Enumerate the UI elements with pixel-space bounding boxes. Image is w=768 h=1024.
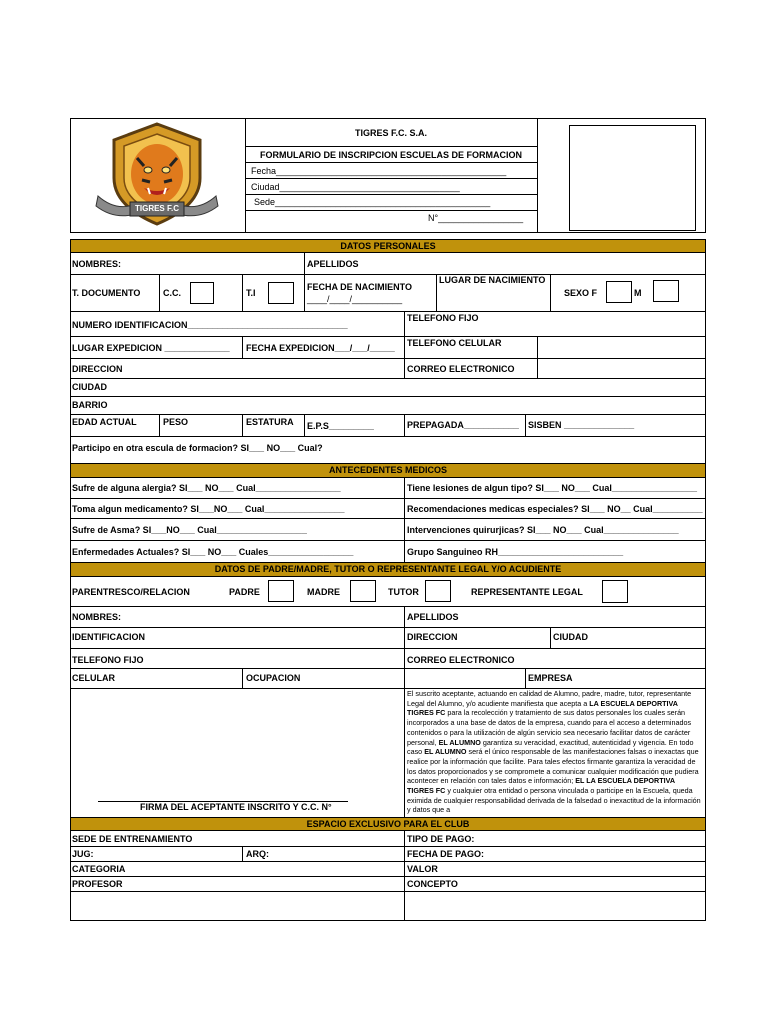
fecha-field[interactable]: Fecha______________________________________________ bbox=[251, 166, 507, 176]
representante-checkbox[interactable] bbox=[602, 580, 628, 603]
label-jug: JUG: bbox=[72, 849, 94, 859]
section-datos-personales: DATOS PERSONALES bbox=[70, 239, 706, 253]
label-t-documento: T. DOCUMENTO bbox=[72, 288, 141, 298]
label-representante: REPRESENTANTE LEGAL bbox=[471, 587, 583, 597]
recomendaciones-field[interactable]: Recomendaciones medicas especiales? SI___ NO__ Cual__________ bbox=[407, 504, 703, 514]
label-parent-correo: CORREO ELECTRONICO bbox=[407, 655, 515, 665]
firma-label: FIRMA DEL ACEPTANTE INSCRITO Y C.C. N° bbox=[140, 802, 332, 812]
label-parentesco: PARENTRESCO/RELACION bbox=[72, 587, 190, 597]
label-parent-ciudad: CIUDAD bbox=[553, 632, 588, 642]
section-club: ESPACIO EXCLUSIVO PARA EL CLUB bbox=[70, 817, 706, 831]
eps-field[interactable]: E.P.S_________ bbox=[307, 421, 374, 431]
alergia-field[interactable]: Sufre de alguna alergia? SI___ NO___ Cual_________________ bbox=[72, 483, 341, 493]
label-arq: ARQ: bbox=[246, 849, 269, 859]
label-sexo-m: M bbox=[634, 288, 642, 298]
label-cc: C.C. bbox=[163, 288, 181, 298]
label-profesor: PROFESOR bbox=[72, 879, 123, 889]
label-tipo-pago: TIPO DE PAGO: bbox=[407, 834, 475, 844]
fecha-expedicion-field[interactable]: FECHA EXPEDICION___/___/_____ bbox=[246, 343, 395, 353]
label-parent-telefono: TELEFONO FIJO bbox=[72, 655, 144, 665]
label-valor: VALOR bbox=[407, 864, 438, 874]
label-edad: EDAD ACTUAL bbox=[72, 417, 137, 427]
label-correo: CORREO ELECTRONICO bbox=[407, 364, 515, 374]
madre-checkbox[interactable] bbox=[350, 580, 376, 602]
legal-text-segment: garantiza su veracidad, exactitud, autenticidad y vigencia. En todo caso bbox=[407, 737, 694, 757]
legal-text-segment: y cualquier otra entidad o persona vinculada o participe en la Escuela, queda eximida de cualquier responsabilidad derivada de la falsedad o inexactitud de la información y datos que a bbox=[407, 786, 701, 815]
tutor-checkbox[interactable] bbox=[425, 580, 451, 602]
ti-checkbox[interactable] bbox=[268, 282, 294, 304]
legal-consent-text bbox=[407, 689, 703, 817]
intervenciones-field[interactable]: Intervenciones quirurjicas? SI___ NO___ Cual_______________ bbox=[407, 525, 679, 535]
label-fecha-nacimiento: FECHA DE NACIMIENTO bbox=[307, 282, 413, 292]
label-ciudad: CIUDAD bbox=[72, 382, 107, 392]
label-celular: CELULAR bbox=[72, 673, 115, 683]
legal-text-segment: LA ESCUELA DEPORTIVA TIGRES FC bbox=[407, 698, 678, 718]
sexo-f-checkbox[interactable] bbox=[606, 281, 632, 303]
label-telefono-celular: TELEFONO CELULAR bbox=[407, 338, 502, 348]
label-apellidos: APELLIDOS bbox=[307, 259, 359, 269]
label-nombres: NOMBRES: bbox=[72, 259, 121, 269]
asma-field[interactable]: Sufre de Asma? SI___NO___ Cual__________________ bbox=[72, 525, 307, 535]
cc-checkbox[interactable] bbox=[190, 282, 214, 304]
label-identificacion: IDENTIFICACION bbox=[72, 632, 145, 642]
logo-text: TIGRES F.C bbox=[134, 204, 179, 213]
form-title: FORMULARIO DE INSCRIPCION ESCUELAS DE FORMACION bbox=[259, 150, 522, 160]
label-madre: MADRE bbox=[307, 587, 340, 597]
legal-text-segment: EL ALUMNO bbox=[424, 747, 467, 757]
fecha-nacimiento-line[interactable]: ____/____/__________ bbox=[307, 294, 403, 304]
enfermedades-field[interactable]: Enfermedades Actuales? SI___ NO___ Cuales_________________ bbox=[72, 547, 354, 557]
club-logo bbox=[92, 120, 222, 228]
photo-box[interactable] bbox=[569, 125, 696, 231]
medicamento-field[interactable]: Toma algun medicamento? SI___NO___ Cual________________ bbox=[72, 504, 345, 514]
label-parent-direccion: DIRECCION bbox=[407, 632, 458, 642]
numero-field[interactable]: N°_________________ bbox=[428, 213, 524, 223]
sisben-field[interactable]: SISBEN ______________ bbox=[528, 420, 635, 430]
participo-field[interactable]: Participo en otra escula de formacion? SI___ NO___ Cual? bbox=[72, 443, 323, 453]
label-ti: T.I bbox=[246, 288, 256, 298]
legal-text-segment: para la recolección y tratamiento de sus datos personales los cuales serán incorporados a una base de datos de la empresa, cuando para el acceso a determinados contenidos o para la utilización de algún servicio sea necesario facilitar datos de carácter personal, bbox=[407, 708, 692, 747]
sede-field[interactable]: Sede___________________________________________ bbox=[254, 197, 491, 207]
label-peso: PESO bbox=[163, 417, 189, 427]
prepagada-field[interactable]: PREPAGADA___________ bbox=[407, 420, 519, 430]
legal-text-segment: será el único responsable de las manifestaciones falsas o inexactas que realice por la información que facilite. Para tales efectos firmante garantiza la veracidad de los datos proporcionados y se compromete a comunicar cualquier modificación que pudiera acontecer en relación con tales datos e información; bbox=[407, 747, 699, 786]
label-categoria: CATEGORIA bbox=[72, 864, 126, 874]
label-barrio: BARRIO bbox=[72, 400, 108, 410]
label-padre: PADRE bbox=[229, 587, 260, 597]
lesiones-field[interactable]: Tiene lesiones de algun tipo? SI___ NO___ Cual_________________ bbox=[407, 483, 697, 493]
label-lugar-nacimiento: LUGAR DE NACIMIENTO bbox=[439, 275, 546, 285]
ciudad-field[interactable]: Ciudad____________________________________ bbox=[251, 182, 460, 192]
label-telefono-fijo: TELEFONO FIJO bbox=[407, 313, 479, 323]
grupo-sanguineo-field[interactable]: Grupo Sanguineo RH_________________________ bbox=[407, 547, 624, 557]
label-empresa: EMPRESA bbox=[528, 673, 573, 683]
legal-text-segment: EL ALUMNO bbox=[438, 737, 481, 747]
org-name: TIGRES F.C. S.A. bbox=[354, 128, 427, 138]
label-concepto: CONCEPTO bbox=[407, 879, 458, 889]
label-fecha-pago: FECHA DE PAGO: bbox=[407, 849, 485, 859]
label-sexo-f: SEXO F bbox=[564, 288, 598, 298]
label-parent-nombres: NOMBRES: bbox=[72, 612, 121, 622]
label-estatura: ESTATURA bbox=[246, 417, 294, 427]
section-antecedentes: ANTECEDENTES MEDICOS bbox=[70, 463, 706, 478]
label-parent-apellidos: APELLIDOS bbox=[407, 612, 459, 622]
padre-checkbox[interactable] bbox=[268, 580, 294, 602]
numero-identificacion-field[interactable]: NUMERO IDENTIFICACION________________________________ bbox=[72, 320, 348, 330]
label-direccion: DIRECCION bbox=[72, 364, 123, 374]
label-sede-entrenamiento: SEDE DE ENTRENAMIENTO bbox=[72, 834, 193, 844]
section-padres: DATOS DE PADRE/MADRE, TUTOR O REPRESENTANTE LEGAL Y/O ACUDIENTE bbox=[70, 562, 706, 577]
label-ocupacion: OCUPACION bbox=[246, 673, 301, 683]
legal-text-segment: EL LA ESCUELA DEPORTIVA TIGRES FC bbox=[407, 776, 675, 796]
sexo-m-checkbox[interactable] bbox=[653, 280, 679, 302]
lugar-expedicion-field[interactable]: LUGAR EXPEDICION _____________ bbox=[72, 343, 230, 353]
label-tutor: TUTOR bbox=[388, 587, 419, 597]
legal-text-segment: El suscrito aceptante, actuando en calidad de Alumno, padre, madre, tutor, representante Legal del Alumno, y/o acudiente manifiesta que acepta a bbox=[407, 689, 692, 708]
